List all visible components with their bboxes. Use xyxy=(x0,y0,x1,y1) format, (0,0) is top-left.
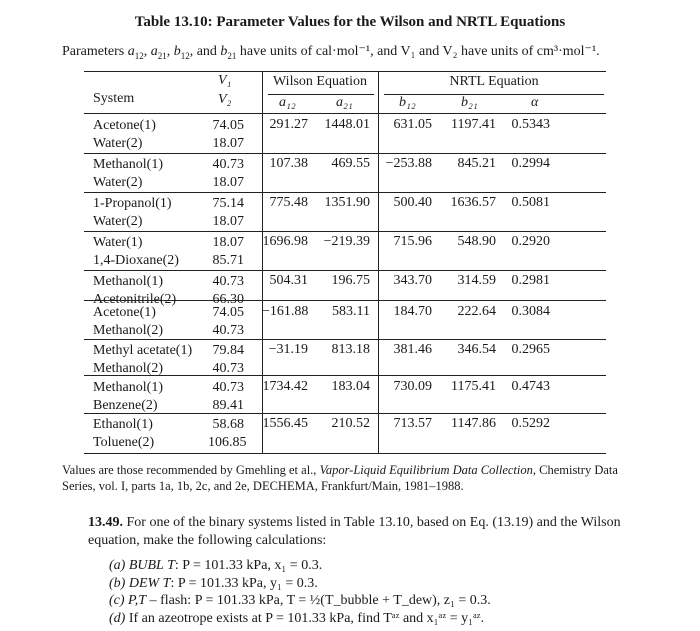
header-b12: b₁₂ xyxy=(399,95,416,110)
units-note-text: have units of cal·mol⁻¹, and V₁ and V₂ have units of cm³·mol⁻¹. xyxy=(239,44,600,59)
row-divider xyxy=(84,375,606,376)
problem-text: For one of the binary systems listed in Table 13.10, based on Eq. (13.19) and the Wilson equation, make the following calculations: xyxy=(88,515,621,548)
table-footnote xyxy=(62,462,622,494)
a12-value: 504.31 xyxy=(269,273,308,288)
header-a21: a₂₁ xyxy=(336,95,353,110)
v2-value: 89.41 xyxy=(212,398,244,413)
table-row xyxy=(0,154,700,192)
part-body: : P = 101.33 kPa, x₁ = 0.3. xyxy=(174,558,323,573)
a21-value: 583.11 xyxy=(332,304,370,319)
a12-value: 1696.98 xyxy=(262,234,308,249)
b21-value: 222.64 xyxy=(457,304,496,319)
problem-part xyxy=(109,557,491,575)
alpha-value: 0.2994 xyxy=(511,156,550,171)
nrtl-underline xyxy=(384,94,604,95)
v1-value: 18.07 xyxy=(212,235,244,250)
v1-value: 75.14 xyxy=(212,196,244,211)
v2-value: 66.30 xyxy=(212,292,244,307)
alpha-value: 0.2965 xyxy=(511,342,550,357)
b12-value: 730.09 xyxy=(393,379,432,394)
row-divider xyxy=(84,300,606,301)
a21-value: 1448.01 xyxy=(324,117,370,132)
b12-value: 715.96 xyxy=(393,234,432,249)
header-v2: V₂ xyxy=(218,92,232,107)
a21-value: 813.18 xyxy=(331,342,370,357)
table-row xyxy=(0,115,700,153)
a21-value: −219.39 xyxy=(323,234,370,249)
table-row xyxy=(0,193,700,231)
b12-value: 631.05 xyxy=(393,117,432,132)
system-component-1: Acetone(1) xyxy=(93,118,156,133)
system-component-2: Methanol(2) xyxy=(93,361,163,376)
b12-value: 500.40 xyxy=(393,195,432,210)
table-header-rule xyxy=(84,113,606,114)
alpha-value: 0.5081 xyxy=(511,195,550,210)
v2-value: 106.85 xyxy=(208,435,247,450)
problem-part xyxy=(109,610,491,628)
a21-value: 183.04 xyxy=(331,379,370,394)
v2-value: 18.07 xyxy=(212,175,244,190)
header-system: System xyxy=(93,91,135,106)
system-component-1: 1-Propanol(1) xyxy=(93,196,172,211)
table-title: Table 13.10: Parameter Values for the Wilson and NRTL Equations xyxy=(134,14,566,30)
b21-value: 1175.41 xyxy=(451,379,496,394)
part-name: BUBL T xyxy=(128,558,175,573)
table-bottom-rule xyxy=(84,453,606,454)
v2-value: 40.73 xyxy=(212,323,244,338)
system-component-2: Methanol(2) xyxy=(93,323,163,338)
alpha-value: 0.4743 xyxy=(511,379,550,394)
part-body: : P = 101.33 kPa, y₁ = 0.3. xyxy=(170,575,318,591)
header-wilson: Wilson Equation xyxy=(273,74,367,89)
a12-value: 291.27 xyxy=(269,117,308,132)
system-component-2: Benzene(2) xyxy=(93,398,158,413)
a12-value: −161.88 xyxy=(262,304,309,319)
problem-number: 13.49. xyxy=(88,515,123,530)
part-body: If an azeotrope exists at P = 101.33 kPa, find Tᵃᶻ and x₁ᵃᶻ = y₁ᵃᶻ. xyxy=(128,610,485,626)
a21-value: 469.55 xyxy=(331,156,370,171)
system-component-1: Methyl acetate(1) xyxy=(93,343,193,358)
b21-value: 1636.57 xyxy=(450,195,496,210)
system-component-1: Methanol(1) xyxy=(93,274,163,289)
problem-part xyxy=(109,575,491,593)
b12-value: 184.70 xyxy=(393,304,432,319)
header-a12: a₁₂ xyxy=(279,95,296,110)
footnote-citation-title: Vapor-Liquid Equilibrium Data Collection, xyxy=(319,463,536,477)
b21-value: 346.54 xyxy=(457,342,496,357)
b21-value: 314.59 xyxy=(457,273,496,288)
system-component-2: Toluene(2) xyxy=(93,435,155,450)
alpha-value: 0.2981 xyxy=(511,273,550,288)
v2-value: 18.07 xyxy=(212,136,244,151)
system-component-2: Water(2) xyxy=(93,214,143,229)
b12-value: 713.57 xyxy=(393,416,432,431)
header-v1: V₁ xyxy=(218,73,232,88)
a21-value: 196.75 xyxy=(331,273,370,288)
system-component-1: Methanol(1) xyxy=(93,157,163,172)
header-nrtl: NRTL Equation xyxy=(449,74,539,89)
a12-value: 775.48 xyxy=(269,195,308,210)
b12-value: −253.88 xyxy=(385,156,432,171)
v1-value: 40.73 xyxy=(212,157,244,172)
v2-value: 40.73 xyxy=(212,361,244,376)
table-row xyxy=(0,414,700,452)
parameter-units-note: Parameters $a_{12}$, $a_{21}$, $b_{12}$, and $b_{21}$ have units of cal·mol⁻¹, and V₁ and V₂ have units of cm³·mol⁻¹. xyxy=(62,44,600,61)
v2-value: 18.07 xyxy=(212,214,244,229)
footnote-text-end: Chemistry Data Series, vol. I, parts 1a, 1b, 2c, and 2e, DECHEMA, Frankfurt/Main, 1981–1988. xyxy=(62,463,618,493)
a12-value: 1734.42 xyxy=(262,379,308,394)
system-component-2: Acetonitrile(2) xyxy=(93,292,177,307)
v1-value: 40.73 xyxy=(212,274,244,289)
part-label: (d) xyxy=(109,610,126,626)
alpha-value: 0.2920 xyxy=(511,234,550,249)
table-row xyxy=(0,232,700,270)
footnote-text: Values are those recommended by Gmehling et al., xyxy=(62,463,320,477)
system-component-1: Ethanol(1) xyxy=(93,417,153,432)
part-name: DEW T xyxy=(128,575,171,591)
problem-part xyxy=(109,592,491,610)
table-row xyxy=(0,302,700,340)
a21-value: 1351.90 xyxy=(324,195,370,210)
a12-value: 107.38 xyxy=(269,156,308,171)
v1-value: 74.05 xyxy=(212,118,244,133)
v1-value: 58.68 xyxy=(212,417,244,432)
system-component-1: Methanol(1) xyxy=(93,380,163,395)
a12-value: 1556.45 xyxy=(262,416,308,431)
v2-value: 85.71 xyxy=(212,253,244,268)
alpha-value: 0.3084 xyxy=(511,304,550,319)
b21-value: 1197.41 xyxy=(451,117,496,132)
problem-statement xyxy=(88,514,648,550)
b21-value: 548.90 xyxy=(457,234,496,249)
system-component-2: Water(2) xyxy=(93,136,143,151)
part-name: P,T xyxy=(128,593,147,608)
a12-value: −31.19 xyxy=(268,342,308,357)
system-component-1: Water(1) xyxy=(93,235,143,250)
part-label: (c) xyxy=(109,593,125,608)
system-component-1: Acetone(1) xyxy=(93,305,156,320)
part-label: (b) xyxy=(109,575,126,591)
v1-value: 40.73 xyxy=(212,380,244,395)
table-top-rule xyxy=(84,71,606,72)
problem-parts xyxy=(109,557,491,627)
b12-value: 381.46 xyxy=(393,342,432,357)
part-body: – flash: P = 101.33 kPa, T = ½(T_bubble + T_dew), z₁ = 0.3. xyxy=(146,593,491,608)
v1-value: 79.84 xyxy=(212,343,244,358)
v1-value: 74.05 xyxy=(212,305,244,320)
b12-value: 343.70 xyxy=(393,273,432,288)
system-component-2: 1,4-Dioxane(2) xyxy=(93,253,179,268)
alpha-value: 0.5343 xyxy=(511,117,550,132)
b21-value: 1147.86 xyxy=(451,416,496,431)
alpha-value: 0.5292 xyxy=(511,416,550,431)
system-component-2: Water(2) xyxy=(93,175,143,190)
header-b21: b₂₁ xyxy=(461,95,478,110)
table-row xyxy=(0,377,700,415)
header-alpha: α xyxy=(531,95,539,110)
b21-value: 845.21 xyxy=(457,156,496,171)
table-row xyxy=(0,340,700,378)
part-label: (a) xyxy=(109,558,126,573)
a21-value: 210.52 xyxy=(331,416,370,431)
